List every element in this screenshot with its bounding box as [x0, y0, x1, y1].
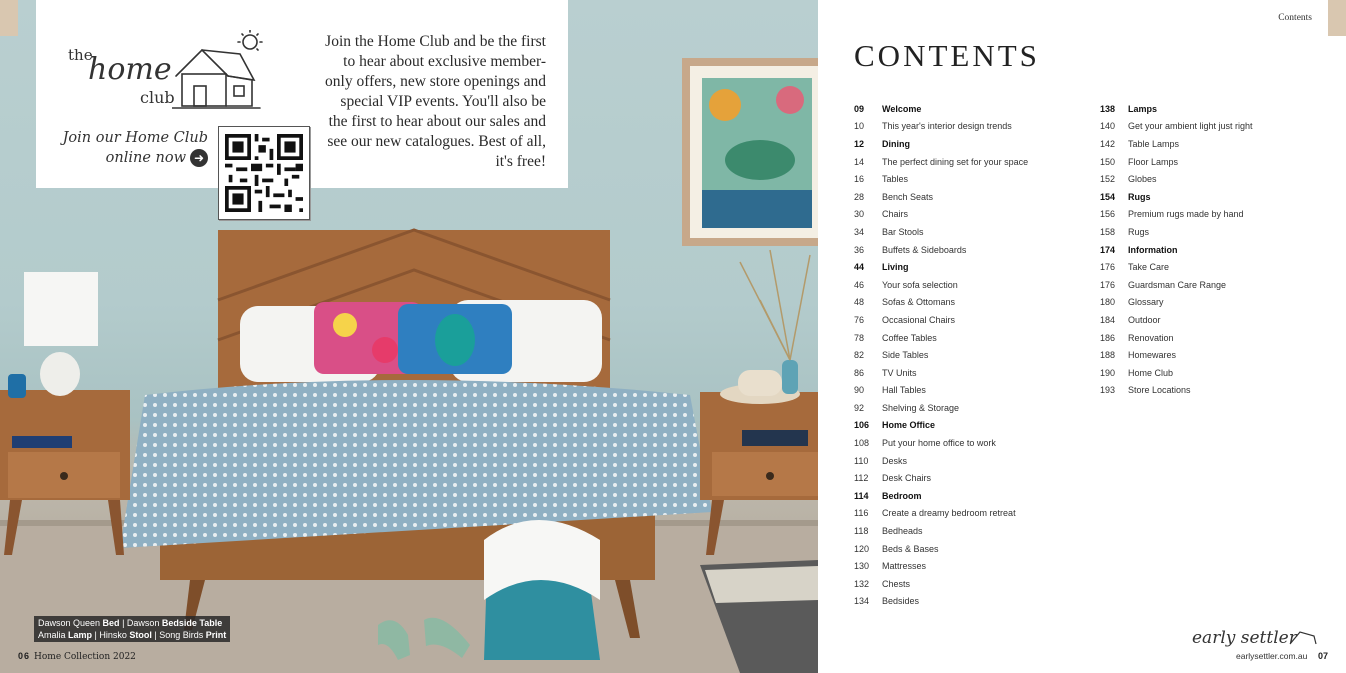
- contents-section-row[interactable]: [1100, 241, 1320, 259]
- contents-page-number: 190: [1100, 367, 1116, 378]
- contents-page-number: 30: [854, 209, 865, 220]
- contents-label: Bar Stools: [882, 226, 924, 237]
- publication-name: Home Collection 2022: [34, 652, 136, 662]
- brand-logo: early settler: [1192, 628, 1297, 648]
- logo-home: home: [88, 52, 172, 87]
- contents-label: Occasional Chairs: [882, 314, 956, 325]
- contents-label: Bedroom: [882, 490, 922, 501]
- contents-page-number: 132: [854, 578, 870, 589]
- contents-label: The perfect dining set for your space: [882, 156, 1029, 167]
- contents-entry-row[interactable]: [1100, 118, 1320, 136]
- contents-label: Chairs: [882, 209, 909, 220]
- caption-segment: | Hinsko: [92, 630, 130, 640]
- contents-page-number: 180: [1100, 297, 1116, 308]
- contents-entry-row[interactable]: [854, 505, 1094, 523]
- contents-entry-row[interactable]: [854, 540, 1094, 558]
- contents-label: Tables: [882, 174, 909, 185]
- contents-page-number: 28: [854, 191, 865, 202]
- contents-page-number: 46: [854, 279, 865, 290]
- contents-label: Renovation: [1128, 332, 1174, 343]
- contents-page-number: 152: [1100, 174, 1116, 185]
- contents-entry-row[interactable]: [854, 575, 1094, 593]
- page-title: CONTENTS: [854, 38, 1040, 73]
- logo-club: club: [140, 88, 175, 107]
- contents-label: Glossary: [1128, 297, 1164, 308]
- contents-page-number: 158: [1100, 226, 1116, 237]
- contents-label: Take Care: [1128, 262, 1170, 273]
- contents-entry-row[interactable]: [854, 452, 1094, 470]
- contents-page-number: 176: [1100, 262, 1116, 273]
- contents-label: Dining: [882, 138, 910, 149]
- contents-label: Floor Lamps: [1128, 156, 1179, 167]
- caption-segment: Lamp: [68, 630, 93, 640]
- house-icon: [1288, 628, 1318, 646]
- contents-label: Lamps: [1128, 103, 1158, 114]
- left-footer: [18, 651, 136, 662]
- contents-column-2: [1100, 100, 1320, 399]
- contents-page-number: 48: [854, 297, 865, 308]
- contents-label: Homewares: [1128, 350, 1177, 361]
- qr-code[interactable]: [218, 126, 310, 220]
- contents-entry-row[interactable]: [854, 364, 1094, 382]
- contents-column-1: [854, 100, 1094, 610]
- contents-page-number: 108: [854, 438, 870, 449]
- contents-entry-row[interactable]: [854, 276, 1094, 294]
- contents-page-number: 90: [854, 385, 865, 396]
- corner-tab-left: [0, 0, 18, 36]
- contents-label: Coffee Tables: [882, 332, 937, 343]
- contents-label: Rugs: [1128, 226, 1150, 237]
- contents-section-row[interactable]: [854, 258, 1094, 276]
- contents-label: Living: [882, 262, 909, 273]
- join-online-link[interactable]: [58, 128, 208, 168]
- contents-label: Chests: [882, 578, 911, 589]
- contents-entry-row[interactable]: [854, 382, 1094, 400]
- contents-entry-row[interactable]: [1100, 206, 1320, 224]
- contents-section-row[interactable]: [1100, 100, 1320, 118]
- contents-page-number: 138: [1100, 103, 1116, 114]
- right-page-number: 07: [1318, 651, 1329, 661]
- contents-entry-row[interactable]: [854, 241, 1094, 259]
- contents-page-number: 10: [854, 121, 865, 132]
- contents-entry-row[interactable]: [854, 294, 1094, 312]
- house-sun-icon: [172, 30, 264, 110]
- brand-url: earlysettler.com.au: [1236, 651, 1308, 661]
- contents-label: Hall Tables: [882, 385, 926, 396]
- running-header: Contents: [1278, 13, 1312, 23]
- contents-entry-row[interactable]: [1100, 311, 1320, 329]
- contents-entry-row[interactable]: [854, 329, 1094, 347]
- contents-label: TV Units: [882, 367, 917, 378]
- contents-label: Bedheads: [882, 526, 923, 537]
- contents-page-number: 176: [1100, 279, 1116, 290]
- contents-label: Information: [1128, 244, 1178, 255]
- contents-page-number: 120: [854, 543, 870, 554]
- contents-page-number: 116: [854, 508, 869, 519]
- home-club-panel: [36, 0, 568, 188]
- contents-entry-row[interactable]: [1100, 382, 1320, 400]
- contents-entry-row[interactable]: [854, 593, 1094, 611]
- contents-label: Rugs: [1128, 191, 1151, 202]
- qr-code-image: [219, 127, 309, 219]
- caption-line-1: [38, 617, 226, 629]
- contents-label: Create a dreamy bedroom retreat: [882, 508, 1016, 519]
- contents-label: Bedsides: [882, 596, 920, 607]
- contents-entry-row[interactable]: [854, 469, 1094, 487]
- contents-label: Mattresses: [882, 561, 927, 572]
- caption-segment: Dawson Queen: [38, 618, 103, 628]
- contents-entry-row[interactable]: [854, 153, 1094, 171]
- contents-page-number: 110: [854, 455, 869, 466]
- contents-page-number: 156: [1100, 209, 1116, 220]
- contents-label: Guardsman Care Range: [1128, 279, 1227, 290]
- contents-label: Table Lamps: [1128, 138, 1180, 149]
- contents-page-number: 106: [854, 420, 870, 431]
- contents-page-number: 16: [854, 174, 865, 185]
- contents-entry-row[interactable]: [1100, 329, 1320, 347]
- contents-label: Welcome: [882, 103, 922, 114]
- contents-label: Home Club: [1128, 367, 1174, 378]
- contents-label: Desk Chairs: [882, 473, 932, 484]
- contents-label: Globes: [1128, 174, 1157, 185]
- contents-section-row[interactable]: [854, 487, 1094, 505]
- contents-page: [818, 0, 1346, 673]
- contents-entry-row[interactable]: [1100, 346, 1320, 364]
- contents-entry-row[interactable]: [854, 170, 1094, 188]
- contents-entry-row[interactable]: [854, 399, 1094, 417]
- contents-page-number: 14: [854, 156, 865, 167]
- caption-segment: Print: [205, 630, 227, 640]
- contents-page-number: 134: [854, 596, 870, 607]
- contents-page-number: 150: [1100, 156, 1116, 167]
- contents-entry-row[interactable]: [1100, 258, 1320, 276]
- contents-label: Beds & Bases: [882, 543, 939, 554]
- contents-page-number: 36: [854, 244, 865, 255]
- contents-entry-row[interactable]: [1100, 153, 1320, 171]
- contents-label: Buffets & Sideboards: [882, 244, 967, 255]
- caption-segment: Amalia: [38, 630, 69, 640]
- contents-page-number: 142: [1100, 138, 1116, 149]
- contents-entry-row[interactable]: [854, 434, 1094, 452]
- contents-label: Sofas & Ottomans: [882, 297, 956, 308]
- contents-entry-row[interactable]: [854, 311, 1094, 329]
- contents-label: Store Locations: [1128, 385, 1191, 396]
- contents-label: Desks: [882, 455, 908, 466]
- contents-section-row[interactable]: [1100, 188, 1320, 206]
- caption-segment: Bedside Table: [161, 618, 223, 628]
- contents-entry-row[interactable]: [1100, 276, 1320, 294]
- contents-entry-row[interactable]: [1100, 135, 1320, 153]
- contents-label: Your sofa selection: [882, 279, 958, 290]
- contents-entry-row[interactable]: [1100, 364, 1320, 382]
- contents-label: Put your home office to work: [882, 438, 996, 449]
- contents-page-number: 186: [1100, 332, 1116, 343]
- arrow-right-icon: ➜: [190, 149, 208, 167]
- contents-page-number: 154: [1100, 191, 1116, 202]
- contents-entry-row[interactable]: [854, 188, 1094, 206]
- left-page-number: 06: [18, 651, 31, 661]
- caption-line-2: [38, 629, 226, 641]
- contents-label: Outdoor: [1128, 314, 1161, 325]
- contents-entry-row[interactable]: [1100, 170, 1320, 188]
- contents-page-number: 82: [854, 350, 865, 361]
- contents-label: Bench Seats: [882, 191, 934, 202]
- contents-label: Shelving & Storage: [882, 402, 960, 413]
- contents-entry-row[interactable]: [854, 557, 1094, 575]
- contents-entry-row[interactable]: [1100, 223, 1320, 241]
- contents-page-number: 09: [854, 103, 865, 114]
- contents-page-number: 114: [854, 490, 869, 501]
- contents-page-number: 92: [854, 402, 865, 413]
- contents-page-number: 112: [854, 473, 869, 484]
- contents-page-number: 44: [854, 262, 865, 273]
- contents-label: Side Tables: [882, 350, 929, 361]
- corner-tab-right: [1328, 0, 1346, 36]
- contents-label: Home Office: [882, 420, 936, 431]
- contents-label: Premium rugs made by hand: [1128, 209, 1244, 220]
- logo-the: the: [68, 46, 93, 64]
- contents-section-row[interactable]: [854, 135, 1094, 153]
- caption-segment: | Dawson: [119, 618, 162, 628]
- contents-entry-row[interactable]: [854, 206, 1094, 224]
- contents-entry-row[interactable]: [854, 223, 1094, 241]
- contents-page-number: 76: [854, 314, 865, 325]
- contents-page-number: 184: [1100, 314, 1116, 325]
- contents-label: Get your ambient light just right: [1128, 121, 1253, 132]
- caption-segment: | Song Birds: [151, 630, 206, 640]
- home-club-description: Join the Home Club and be the first to hear about exclusive member-only offers, new store openings and special VIP events. You'll also be the first to hear about our sales and see our new catalogues. Best of all, it's free!: [325, 33, 546, 170]
- contents-page-number: 140: [1100, 121, 1116, 132]
- contents-entry-row[interactable]: [854, 118, 1094, 136]
- contents-page-number: 188: [1100, 350, 1116, 361]
- contents-page-number: 174: [1100, 244, 1116, 255]
- caption-segment: Stool: [129, 630, 152, 640]
- contents-entry-row[interactable]: [854, 522, 1094, 540]
- contents-entry-row[interactable]: [854, 346, 1094, 364]
- join-online-text: Join our Home Club online now: [62, 130, 208, 166]
- contents-page-number: 78: [854, 332, 865, 343]
- contents-label: This year's interior design trends: [882, 121, 1012, 132]
- contents-page-number: 193: [1100, 385, 1116, 396]
- caption-segment: Bed: [102, 618, 120, 628]
- contents-page-number: 34: [854, 226, 865, 237]
- contents-page-number: 130: [854, 561, 870, 572]
- contents-section-row[interactable]: [854, 417, 1094, 435]
- product-caption: [34, 616, 230, 642]
- contents-page-number: 12: [854, 138, 865, 149]
- contents-page-number: 118: [854, 526, 869, 537]
- contents-entry-row[interactable]: [1100, 294, 1320, 312]
- contents-page-number: 86: [854, 367, 865, 378]
- contents-section-row[interactable]: [854, 100, 1094, 118]
